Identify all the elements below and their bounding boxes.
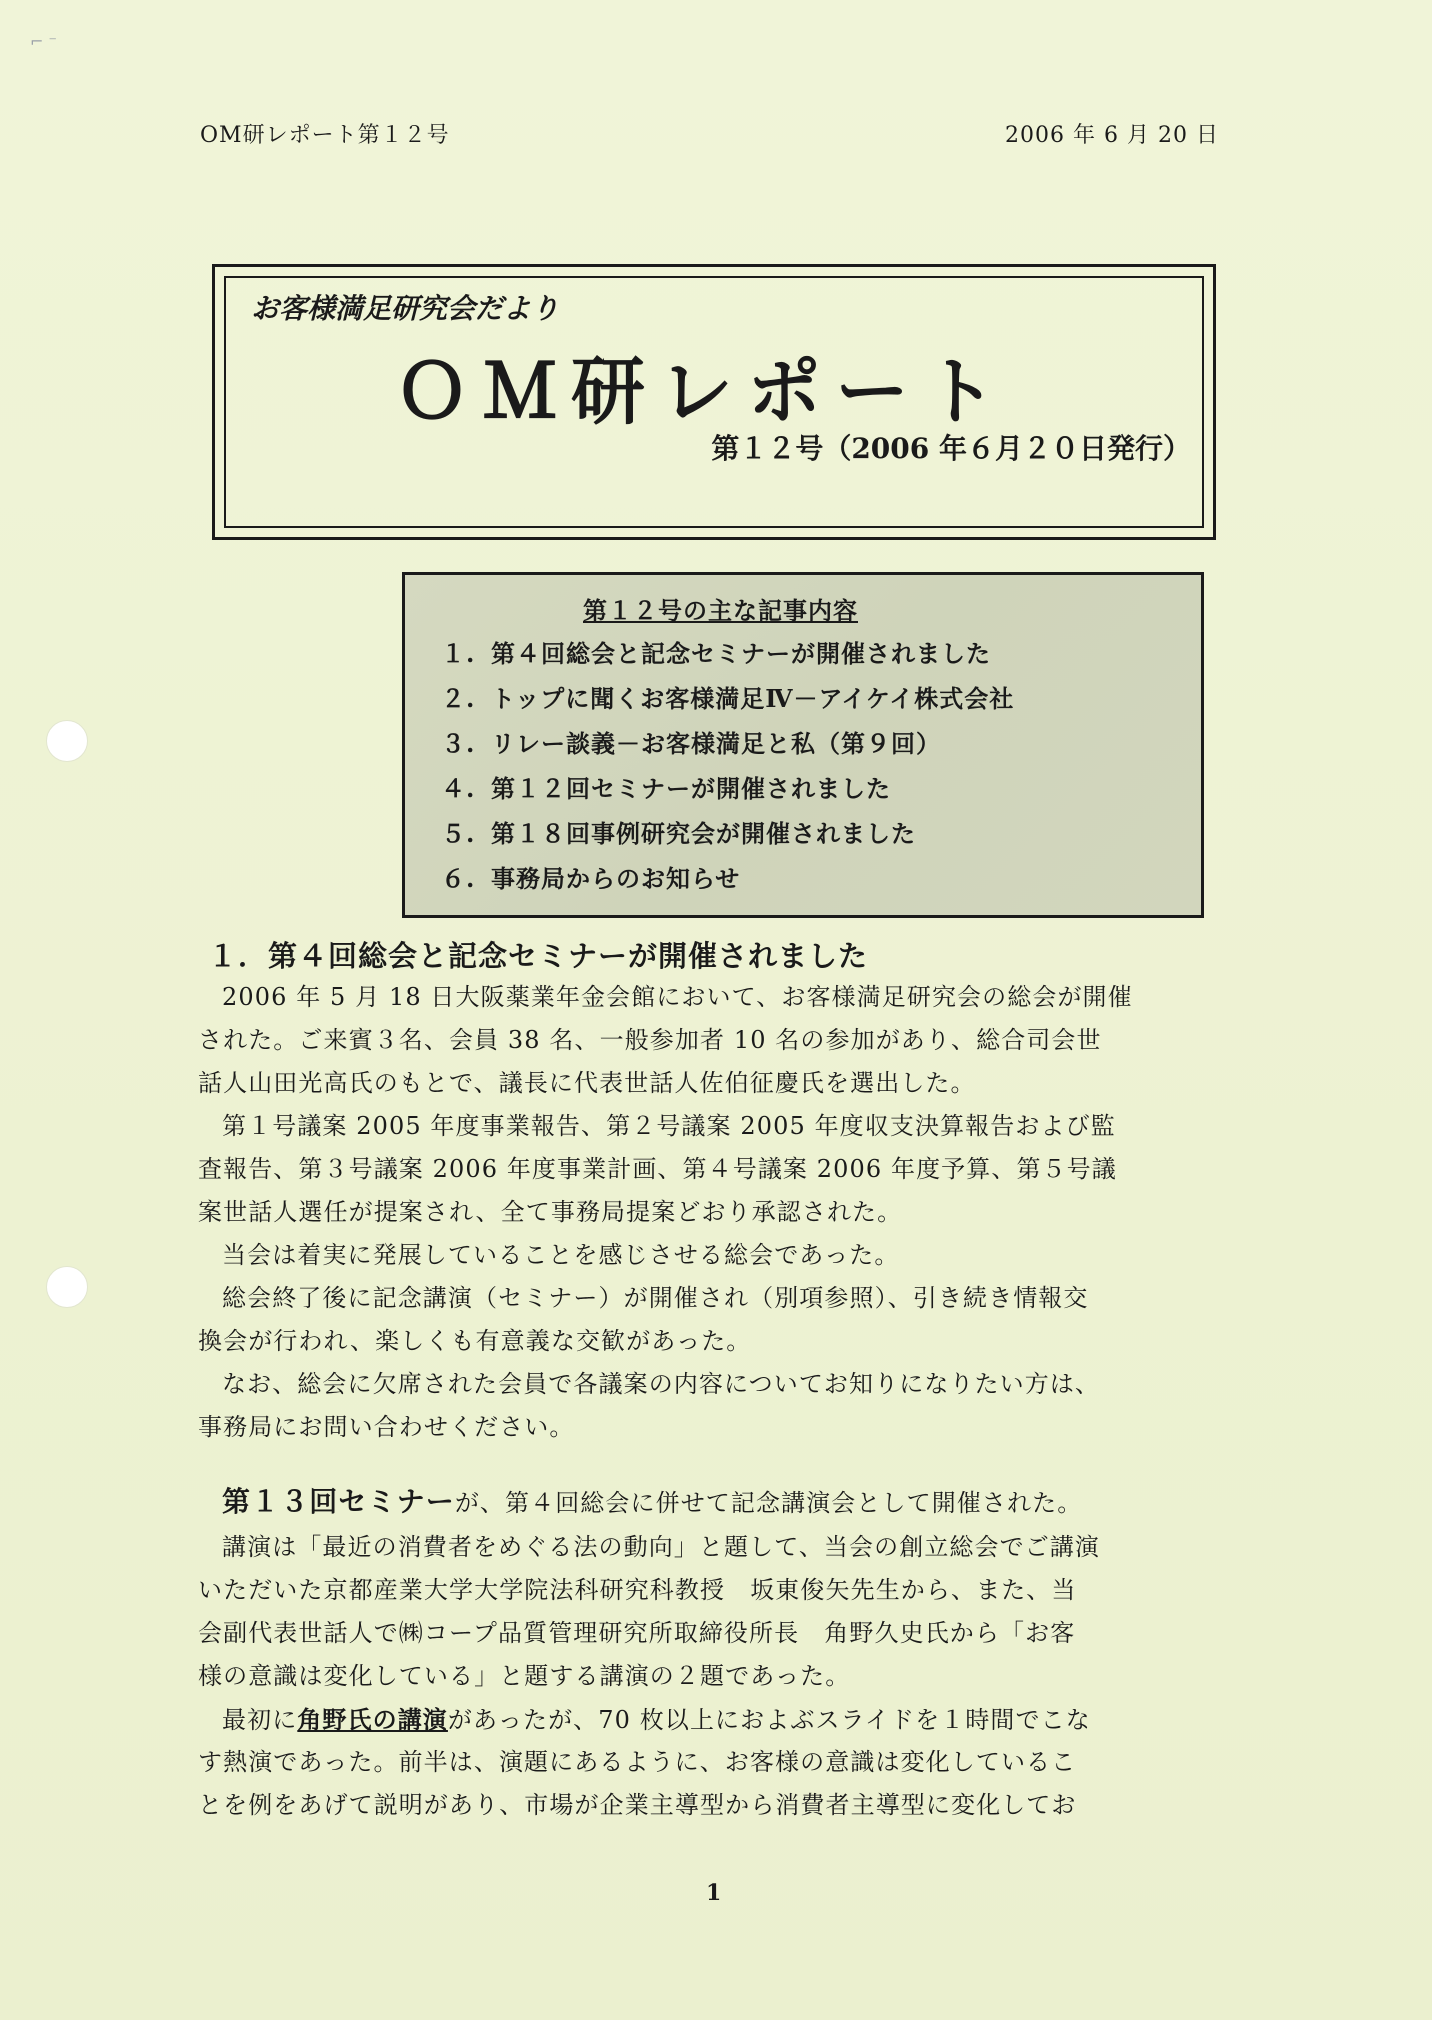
text-fragment: 最初に	[222, 1706, 298, 1734]
contents-list	[441, 631, 1014, 901]
paragraph-line: 2006 年 5 月 18 日大阪薬業年金会館において、お客様満足研究会の総会が開催	[222, 983, 1133, 1011]
contents-item	[441, 631, 1014, 676]
contents-item-label: 第１２回セミナーが開催されました	[491, 774, 891, 803]
scan-mark: ⌐ ⁻	[30, 32, 57, 51]
contents-item-number: ４.	[441, 774, 476, 803]
section-heading: １．第４回総会と記念セミナーが開催されました	[208, 939, 869, 973]
underlined-text: 角野氏の講演	[297, 1705, 448, 1734]
contents-item-label: トップに聞くお客様満足Ⅳ－アイケイ株式会社	[491, 684, 1015, 713]
title-box	[212, 264, 1216, 540]
paragraph-line: 総会終了後に記念講演（セミナー）が開催され（別項参照）、引き続き情報交	[222, 1284, 1089, 1312]
contents-item-label: 事務局からのお知らせ	[491, 864, 741, 893]
paragraph-line: 換会が行われ、楽しくも有意義な交歓があった。	[198, 1327, 752, 1355]
contents-item	[441, 766, 1014, 811]
header-date: 2006 年 6 月 20 日	[1005, 123, 1219, 148]
paragraph-line: す熱演であった。前半は、演題にあるように、お客様の意識は変化しているこ	[198, 1748, 1077, 1776]
paragraph-line: 査報告、第３号議案 2006 年度事業計画、第４号議案 2006 年度予算、第５号議	[198, 1155, 1117, 1183]
contents-item-label: リレー談義－お客様満足と私（第９回）	[491, 729, 941, 758]
paragraph-line: とを例をあげて説明があり、市場が企業主導型から消費者主導型に変化してお	[198, 1791, 1077, 1819]
contents-item-number: １.	[441, 639, 476, 668]
seminar-lead-text: が、第４回総会に併せて記念講演会として開催された。	[454, 1489, 1083, 1517]
page-number: 1	[706, 1880, 722, 1906]
seminar-body	[198, 1478, 1238, 1827]
contents-item-number: ５.	[441, 819, 476, 848]
paragraph-line: 話人山田光高氏のもとで、議長に代表世話人佐伯征慶氏を選出した。	[198, 1069, 976, 1097]
newsletter-title: ＯＭ研レポート	[395, 349, 1011, 435]
contents-item	[441, 721, 1014, 766]
paragraph-line: なお、総会に欠席された会員で各議案の内容についてお知りになりたい方は、	[222, 1370, 1101, 1398]
contents-item	[441, 676, 1014, 721]
binder-hole	[46, 1266, 88, 1308]
header-report-number: OM研レポート第１２号	[200, 123, 450, 148]
paragraph-line: 当会は着実に発展していることを感じさせる総会であった。	[222, 1241, 900, 1269]
contents-box	[402, 572, 1204, 918]
contents-item	[441, 811, 1014, 856]
paragraph-line: 第１号議案 2005 年度事業報告、第２号議案 2005 年度収支決算報告および監	[222, 1112, 1116, 1140]
issue-info: 第１２号（2006 年６月２０日発行）	[711, 432, 1191, 465]
contents-item-number: ６.	[441, 864, 476, 893]
newsletter-subtitle: お客様満足研究会だより	[251, 292, 560, 325]
contents-item-label: 第１８回事例研究会が開催されました	[491, 819, 916, 848]
seminar-lead-line	[198, 1478, 1238, 1526]
binder-hole	[46, 720, 88, 762]
contents-title: 第１２号の主な記事内容	[583, 596, 858, 625]
paragraph-line: 様の意識は変化している」と題する講演の２題であった。	[198, 1662, 851, 1690]
paragraph-line: 案世話人選任が提案され、全て事務局提案どおり承認された。	[198, 1198, 903, 1226]
paragraph-line: 事務局にお問い合わせください。	[198, 1413, 575, 1441]
section-body	[198, 976, 1238, 1449]
contents-item	[441, 856, 1014, 901]
paragraph-line: 講演は「最近の消費者をめぐる法の動向」と題して、当会の創立総会でご講演	[222, 1533, 1101, 1561]
contents-item-number: ３.	[441, 729, 476, 758]
seminar-lead-bold: 第１３回セミナー	[222, 1485, 455, 1518]
text-fragment: があったが、70 枚以上におよぶスライドを１時間でこな	[447, 1706, 1091, 1734]
paragraph-line: 会副代表世話人で㈱コープ品質管理研究所取締役所長 角野久史氏から「お客	[198, 1619, 1076, 1647]
contents-item-label: 第４回総会と記念セミナーが開催されました	[491, 639, 991, 668]
contents-item-number: ２.	[441, 684, 476, 713]
paragraph-line: された。ご来賓３名、会員 38 名、一般参加者 10 名の参加があり、総合司会世	[198, 1026, 1102, 1054]
paragraph-line	[198, 1698, 1238, 1741]
paragraph-line: いただいた京都産業大学大学院法科研究科教授 坂東俊矢先生から、また、当	[198, 1576, 1077, 1604]
